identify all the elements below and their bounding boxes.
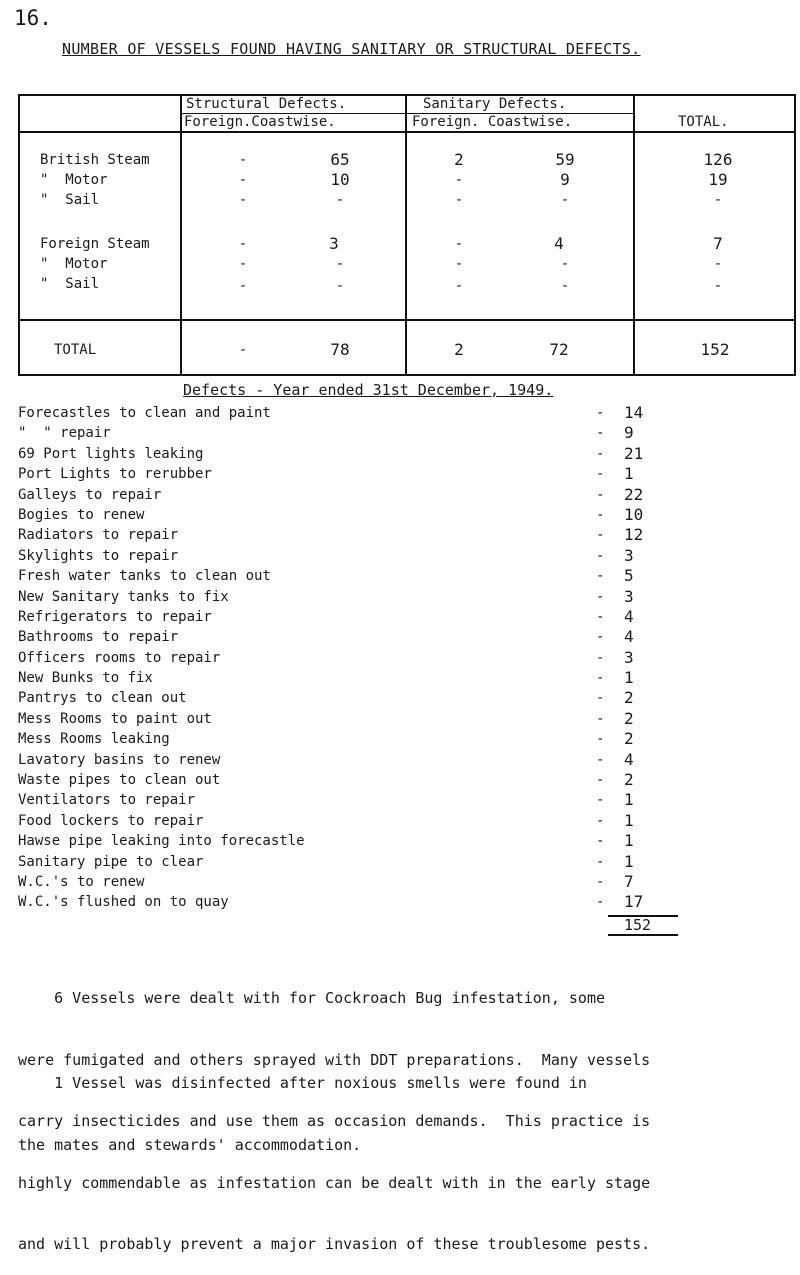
cell-sanitary-foreign: 2 — [454, 150, 464, 169]
defect-row — [18, 607, 658, 627]
table-rule — [18, 94, 796, 96]
cell-total: 126 — [703, 150, 733, 169]
defect-dash: - — [596, 690, 605, 707]
defect-dash: - — [596, 772, 605, 789]
defect-count: 4 — [624, 749, 634, 769]
defects-list — [18, 403, 658, 913]
defect-dash: - — [596, 608, 605, 625]
defect-label: W.C.'s to renew — [18, 873, 145, 890]
row-label: " Motor — [40, 256, 108, 272]
defect-label: Refrigerators to repair — [18, 608, 212, 625]
defect-dash: - — [596, 670, 605, 687]
cell-sanitary-foreign: 2 — [454, 340, 464, 359]
defect-count: 3 — [624, 647, 634, 667]
page-number: 16. — [14, 6, 52, 30]
defect-dash: - — [596, 588, 605, 605]
defect-dash: - — [596, 568, 605, 585]
cell-grand-total: 152 — [700, 340, 730, 359]
defect-row — [18, 750, 658, 770]
cell-structural-coastwise: 10 — [330, 170, 350, 189]
defect-dash: - — [596, 731, 605, 748]
defect-label: Galleys to repair — [18, 486, 162, 503]
defect-count: 1 — [624, 790, 634, 810]
row-label: Foreign Steam — [40, 236, 150, 252]
cell-structural-coastwise: - — [335, 278, 345, 294]
defect-dash: - — [596, 873, 605, 890]
defect-dash: - — [596, 649, 605, 666]
defect-count: 17 — [624, 892, 644, 912]
defect-label: Port Lights to rerubber — [18, 466, 212, 483]
cell-sanitary-coastwise: 72 — [549, 340, 569, 359]
defect-row — [18, 872, 658, 892]
paragraph-line: highly commendable as infestation can be dealt with in the early stage — [18, 1173, 651, 1192]
cell-sanitary-coastwise: 59 — [555, 150, 575, 169]
defect-label: Ventilators to repair — [18, 792, 196, 809]
table-rule — [18, 131, 796, 133]
cell-total: 7 — [713, 234, 723, 253]
defect-row — [18, 811, 658, 831]
paragraph-line: and will probably prevent a major invasion of these troublesome pests. — [18, 1235, 651, 1253]
defect-label: 69 Port lights leaking — [18, 445, 204, 462]
cell-total: 19 — [708, 170, 728, 189]
defect-label: Radiators to repair — [18, 527, 179, 544]
defect-label: Mess Rooms to paint out — [18, 710, 212, 727]
cell-sanitary-coastwise: 9 — [560, 170, 570, 189]
row-label: " Sail — [40, 276, 100, 292]
defect-dash: - — [596, 792, 605, 809]
defect-dash: - — [596, 405, 605, 421]
defect-count: 21 — [624, 443, 644, 463]
cell-structural-coastwise: 65 — [330, 150, 350, 169]
header-sanitary-defects: Sanitary Defects. — [423, 96, 567, 112]
cell-total: - — [713, 256, 723, 272]
defect-row — [18, 688, 658, 708]
cell-sanitary-coastwise: 4 — [554, 234, 564, 253]
defect-dash: - — [596, 445, 605, 462]
paragraph-line: carry insecticides and use them as occasion demands. This practice is — [18, 1112, 651, 1130]
defect-label: Skylights to repair — [18, 547, 179, 564]
defect-label: Fresh water tanks to clean out — [18, 568, 271, 585]
cell-structural-coastwise: 3 — [329, 234, 339, 253]
defect-count: 1 — [624, 851, 634, 871]
defect-count: 1 — [624, 668, 634, 688]
defect-row — [18, 423, 658, 443]
defect-count: 3 — [624, 545, 634, 565]
defect-label: Sanitary pipe to clear — [18, 853, 204, 870]
table-rule — [794, 94, 796, 376]
total-row-label: TOTAL — [54, 342, 97, 358]
defect-label: New Sanitary tanks to fix — [18, 588, 229, 605]
cell-structural-coastwise: 78 — [330, 340, 350, 359]
defect-count: 5 — [624, 566, 634, 586]
defect-row — [18, 525, 658, 545]
table-rule — [180, 94, 182, 376]
paragraph-line: were fumigated and others sprayed with DDT preparations. Many vessels — [18, 1050, 651, 1069]
defect-dash: - — [596, 812, 605, 829]
defect-dash: - — [596, 527, 605, 544]
defect-label: Lavatory basins to renew — [18, 751, 221, 768]
defect-row — [18, 790, 658, 810]
table-rule — [405, 94, 407, 376]
defect-label: W.C.'s flushed on to quay — [18, 894, 229, 911]
cell-sanitary-foreign: - — [454, 256, 464, 272]
defect-row — [18, 403, 658, 423]
defect-count: 1 — [624, 831, 634, 851]
cell-total: - — [713, 278, 723, 294]
defect-label: New Bunks to fix — [18, 670, 153, 687]
defect-dash: - — [596, 629, 605, 646]
defect-count: 14 — [624, 403, 644, 422]
defect-count: 7 — [624, 871, 634, 891]
defect-row — [18, 505, 658, 525]
cell-structural-coastwise: - — [335, 192, 345, 208]
defect-row — [18, 464, 658, 484]
row-label: " Sail — [40, 192, 100, 208]
defect-dash: - — [596, 506, 605, 523]
defects-total: 152 — [624, 916, 652, 934]
defect-row — [18, 729, 658, 749]
defect-count: 1 — [624, 464, 634, 484]
cell-sanitary-foreign: - — [454, 192, 464, 208]
defect-label: Pantrys to clean out — [18, 690, 187, 707]
defect-count: 4 — [624, 606, 634, 626]
defect-row — [18, 852, 658, 872]
defect-label: Bogies to renew — [18, 506, 145, 523]
table-rule — [633, 94, 635, 376]
subheader-structural: Foreign.Coastwise. — [184, 114, 336, 130]
defect-count: 3 — [624, 586, 634, 606]
defect-dash: - — [596, 547, 605, 564]
defect-row — [18, 892, 658, 912]
cell-structural-foreign: - — [238, 172, 248, 188]
defect-label: " " repair — [18, 425, 111, 442]
defect-count: 2 — [624, 729, 634, 749]
defect-row — [18, 627, 658, 647]
defect-row — [18, 444, 658, 464]
cell-sanitary-coastwise: - — [560, 278, 570, 294]
defect-count: 12 — [624, 525, 644, 545]
page-heading: NUMBER OF VESSELS FOUND HAVING SANITARY OR STRUCTURAL DEFECTS. — [62, 40, 641, 58]
defect-dash: - — [596, 833, 605, 850]
defect-dash: - — [596, 751, 605, 768]
cell-structural-foreign: - — [238, 278, 248, 294]
defect-dash: - — [596, 466, 605, 483]
defect-count: 2 — [624, 770, 634, 790]
cell-structural-foreign: - — [238, 342, 248, 358]
cell-sanitary-coastwise: - — [560, 192, 570, 208]
defect-label: Officers rooms to repair — [18, 649, 221, 666]
table-rule — [18, 94, 20, 376]
header-structural-defects: Structural Defects. — [186, 96, 347, 112]
defect-label: Hawse pipe leaking into forecastle — [18, 833, 305, 850]
cell-sanitary-foreign: - — [454, 172, 464, 188]
subheader-sanitary: Foreign. Coastwise. — [412, 114, 573, 130]
defect-label: Food lockers to repair — [18, 812, 204, 829]
table-rule — [18, 374, 796, 376]
total-rule — [608, 934, 678, 936]
paragraph-line: 1 Vessel was disinfected after noxious smells were found in — [18, 1074, 587, 1092]
table-rule — [18, 319, 796, 321]
defect-dash: - — [596, 486, 605, 503]
defect-dash: - — [596, 853, 605, 870]
defect-label: Bathrooms to repair — [18, 629, 179, 646]
defect-count: 10 — [624, 504, 644, 524]
defects-caption: Defects - Year ended 31st December, 1949. — [183, 381, 554, 399]
defect-count: 4 — [624, 627, 634, 647]
cell-structural-coastwise: - — [335, 256, 345, 272]
cell-sanitary-foreign: - — [454, 278, 464, 294]
cell-sanitary-foreign: - — [454, 236, 464, 252]
defect-count: 1 — [624, 810, 634, 830]
defect-row — [18, 668, 658, 688]
cell-total: - — [713, 192, 723, 208]
paragraph-disinfection — [18, 1032, 587, 1176]
defect-dash: - — [596, 710, 605, 727]
cell-structural-foreign: - — [238, 152, 248, 168]
defect-count: 2 — [624, 688, 634, 708]
defect-count: 9 — [624, 423, 634, 443]
cell-structural-foreign: - — [238, 256, 248, 272]
defect-row — [18, 770, 658, 790]
defect-row — [18, 566, 658, 586]
defect-count: 22 — [624, 484, 644, 504]
defect-row — [18, 709, 658, 729]
row-label: " Motor — [40, 172, 108, 188]
row-label: British Steam — [40, 152, 150, 168]
defect-label: Waste pipes to clean out — [18, 772, 221, 789]
paragraph-line: 6 Vessels were dealt with for Cockroach Bug infestation, some — [18, 989, 605, 1007]
cell-structural-foreign: - — [238, 236, 248, 252]
defect-label: Mess Rooms leaking — [18, 731, 170, 748]
cell-sanitary-coastwise: - — [560, 256, 570, 272]
defect-row — [18, 587, 658, 607]
defect-label: Forecastles to clean and paint — [18, 405, 271, 421]
defect-row — [18, 831, 658, 851]
defect-row — [18, 546, 658, 566]
header-total: TOTAL. — [678, 114, 729, 130]
defect-row — [18, 485, 658, 505]
defect-count: 2 — [624, 708, 634, 728]
defect-dash: - — [596, 894, 605, 911]
defect-row — [18, 648, 658, 668]
cell-structural-foreign: - — [238, 192, 248, 208]
defects-summary-table — [18, 94, 796, 376]
defect-dash: - — [596, 425, 605, 442]
paragraph-line: the mates and stewards' accommodation. — [18, 1135, 362, 1154]
